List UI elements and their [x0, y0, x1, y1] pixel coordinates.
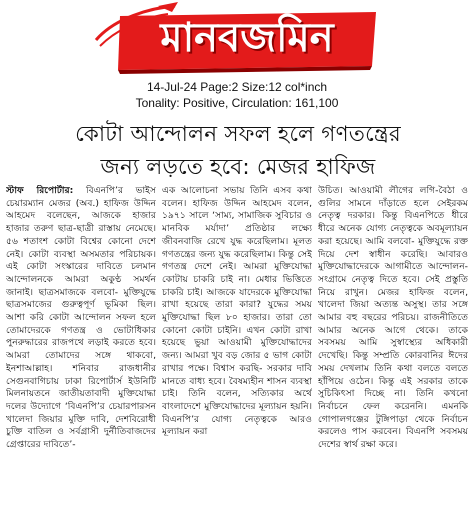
article-column-1: [6, 185, 156, 529]
article-body: [6, 185, 468, 529]
article-column-3-text: উচিত। আওয়ামী লীগের লগি-বৈঠা ও গুলির সামনে দাঁড়াতে হলে সেইরকম নেতৃত্ব দরকার। কিন্তু বিএনপিতে ধীরে ধীরে অনেক যোগ্য নেতৃত্বকে অবমূল্যায়ন করা হয়েছে। আমি বলবো- মুক্তিযুদ্ধে রক্ত দিয়ে দেশ স্বাধীন করেছি। আবারও মুক্তিযোদ্ধাদেরকে আগামীতে আন্দোলন-সংগ্রামে নেতৃত্ব দিতে হবে। সেই প্রস্তুতি নিয়ে রাখুন। মেজর হাফিজ বলেন, খালেদা জিয়া অত্যন্ত অসুস্থ। তার সঙ্গে আমার বহু বছরের পরিচয়। রাজনীতিতে আমার অনেক আগে থেকে। তাকে সবসময় আমি সুস্বাস্থ্যের অধিকারী দেখেছি। কিন্তু সম্প্রতি কোরবানির ঈদের সময় দেখলাম তিনি কথা বলতে বলতে হাঁপিয়ে ওঠেন। কিন্তু এই সরকার তাকে সুচিকিৎসা দিচ্ছে না। তিনি কখনো নির্বাচনে ফেল করেননি। এমনকি গোপালগঞ্জের টুঙ্গিপাড়া থেকে নির্বাচন করলেও পাস করবেন। বিএনপি সবসময় দেশের স্বার্থ রক্ষা করে।: [318, 185, 468, 451]
headline-line-1: কোটা আন্দোলন সফল হলে গণতন্ত্রের: [75, 122, 401, 147]
article-column-2: [162, 185, 312, 529]
clip-meta-tonality: Tonality: Positive, Circulation: 161,100: [135, 96, 339, 110]
article-column-3: [318, 185, 468, 529]
article-column-1-text: বিএনপি’র ভাইস চেয়ারম্যান মেজর (অব.) হাফিজ উদ্দিন আহমেদ বলেছেন, আজকে হাজার হাজার তরুণ ছাত্র-ছাত্রী রাস্তায় নেমেছে। ৫৬ শতাংশ কোটা বিশ্বের কোনো দেশে নেই। কোটা ব্যবস্থা অসমতার পরিচায়ক। এই কোটা সংস্কারের দাবিতে চলমান আন্দোলনকে আমরা অকুণ্ঠ সমর্থন জানাই। ছাত্রসমাজকে বলবো- মুক্তিযুদ্ধে ছাত্রসমাজের গুরুত্বপূর্ণ ভূমিকা ছিল। আশা করি কোটা আন্দোলন সফল হলে তোমাদেরকে গণতন্ত্র ও ভোটাধিকার পুনরুদ্ধারের রাজপথে লড়াই করতে হবে। আমরা তোমাদের সঙ্গে থাকবো, ইনশাআল্লাহ। শনিবার রাজধানীর সেগুনবাগিচায় ঢাকা রিপোর্টার্স ইউনিটি মিলনায়তনে জাতীয়তাবাদী মুক্তিযোদ্ধা দলের উদ্যোগে ‘বিএনপি’র চেয়ারপারসন খালেদা জিয়ার মুক্তি দাবি, দেশবিরোধী চুক্তি বাতিল ও সর্বগ্রাসী দুর্নীতিবাজদের গ্রেপ্তারের দাবিতে’-: [6, 185, 156, 451]
headline-line-2: জন্য লড়তে হবে: মেজর হাফিজ: [100, 155, 376, 180]
masthead: [0, 0, 474, 78]
masthead-title: মানবজমিন: [160, 14, 334, 61]
article-headline: [10, 118, 466, 184]
article-column-2-text: এক আলোচনা সভায় তিনি এসব কথা বলেন। হাফিজ উদ্দিন আহমেদ বলেন, ১৯৭১ সালে ‘সাম্য, সামাজিক সুবিচার ও মানবিক মর্যাদা’ প্রতিষ্ঠার লক্ষ্যে জীবনবাজি রেখে যুদ্ধ করেছিলাম। মূলত গণতন্ত্রের জন্য যুদ্ধ করেছিলাম। কিন্তু সেই গণতন্ত্র দেশে নেই। আমরা মুক্তিযোদ্ধা কোটায় চাকরি চাই না। মেধার ভিত্তিতে চাকরি চাই। আজকে যাদেরকে মুক্তিযোদ্ধা রাখা হয়েছে তারা কারা? যুদ্ধের সময় মুক্তিযোদ্ধা ছিল ৮০ হাজার। তারা তো কোনো কোটা চাইনি। এখন কোটা রাখা হয়েছে ভুয়া আওয়ামী মুক্তিযোদ্ধাদের জন্য। আমরা খুব বড় জোর ৫ ভাগ কোটা রাখার পক্ষে। বিশ্বাস করছি- সরকার দাবি মানতে বাধ্য হবে। বৈষম্যহীন শাসন ব্যবস্থা চাই। তিনি বলেন, সত্যিকার অর্থে বাংলাদেশে মুক্তিযোদ্ধাদের মূল্যায়ন হয়নি। বিএনপি’র যোগ্য নেতৃত্বকে আরও মূল্যায়ন করা: [162, 185, 312, 438]
clip-meta-date-page: 14-Jul-24 Page:2 Size:12 col*inch: [146, 80, 328, 94]
article-byline: স্টাফ রিপোর্টার:: [6, 185, 74, 196]
